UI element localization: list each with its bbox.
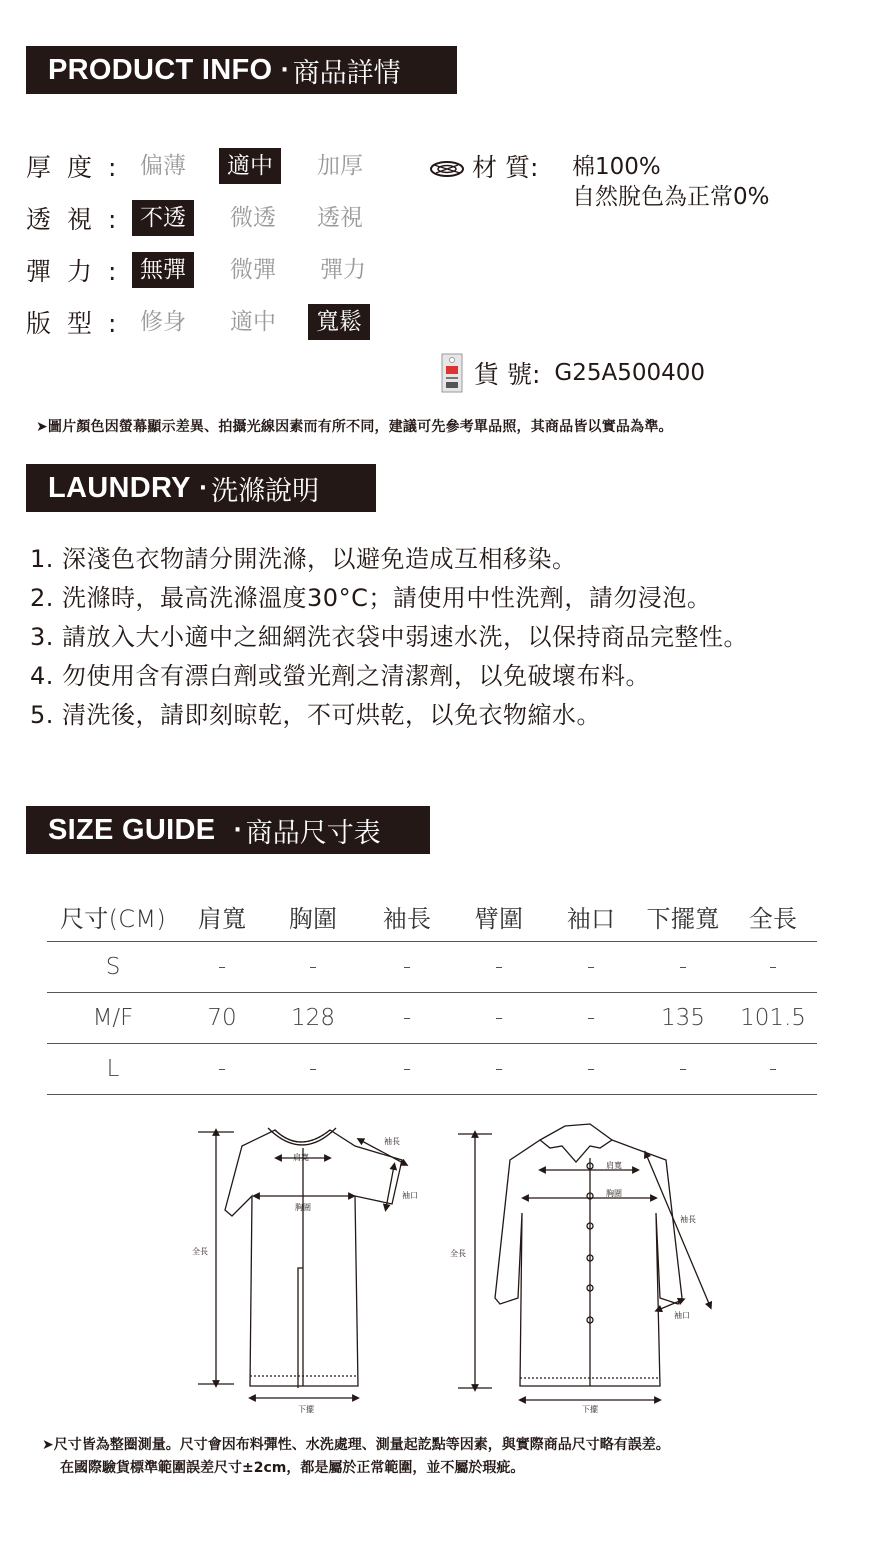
column-header: 袖口 — [545, 893, 637, 941]
table-row: L - - - - - - - — [47, 1043, 817, 1094]
size-table — [47, 893, 817, 1095]
shirt-dress-diagram — [495, 1124, 682, 1386]
laundry-item: 1. 深淺色衣物請分開洗滌，以避免造成互相移染。 — [30, 545, 577, 573]
hem-label: 下擺 — [298, 1405, 314, 1414]
sleeve-length-label: 袖長 — [384, 1137, 400, 1146]
article-number: 貨 號: G25A500400 — [440, 352, 705, 394]
hem-label: 下擺 — [582, 1405, 598, 1414]
column-header: 臂圍 — [453, 893, 545, 941]
laundry-item: 2. 洗滌時，最高洗滌溫度30°C；請使用中性洗劑，請勿浸泡。 — [30, 584, 712, 612]
laundry-header: LAUNDRY · 洗滌說明 — [26, 464, 376, 512]
thread-spool-icon — [428, 157, 466, 181]
total-length-label: 全長 — [192, 1247, 208, 1256]
option-slight-stretch: 微彈 — [230, 257, 276, 283]
garment-measurement-diagram — [180, 1118, 720, 1423]
color-disclaimer: ➤圖片顏色因螢幕顯示差異、拍攝光線因素而有所不同，建議可先參考單品照，其商品皆以實品為準。 — [36, 419, 673, 435]
material-value: 棉100% 自然脫色為正常0% — [572, 154, 770, 210]
column-header: 胸圍 — [265, 893, 361, 941]
shoulder-label: 肩寬 — [293, 1153, 309, 1162]
laundry-list — [30, 540, 748, 735]
attribute-row-thickness: 厚度: 偏薄 適中 加厚 — [26, 146, 130, 186]
option-medium-selected: 適中 — [219, 148, 281, 184]
option-loose-selected: 寬鬆 — [308, 304, 370, 340]
chest-label: 胸圍 — [606, 1189, 622, 1198]
table-row: S - - - - - - - — [47, 941, 817, 992]
cuff-label: 袖口 — [674, 1311, 690, 1320]
tag-icon — [440, 352, 464, 394]
size-footnote: ➤尺寸皆為整圈測量。尺寸會因布料彈性、水洗處理、測量起訖點等因素，與實際商品尺寸略有誤差。 在國際驗貨標準範圍誤差尺寸±2cm，都是屬於正常範圍，並不屬於瑕疵。 — [42, 1437, 670, 1476]
cuff-label: 袖口 — [402, 1191, 418, 1200]
table-row: M/F 70 128 - - - 135 101.5 — [47, 992, 817, 1043]
size-guide-header: SIZE GUIDE · 商品尺寸表 — [26, 806, 430, 854]
option-opaque-selected: 不透 — [132, 200, 194, 236]
attribute-row-elasticity: 彈力: 無彈 微彈 彈力 — [26, 250, 130, 290]
product-info-header: PRODUCT INFO · 商品詳情 — [26, 46, 457, 94]
option-stretch: 彈力 — [320, 257, 366, 283]
column-header: 全長 — [729, 893, 817, 941]
laundry-item: 5. 清洗後，請即刻晾乾，不可烘乾，以免衣物縮水。 — [30, 701, 602, 729]
option-thick: 加厚 — [317, 153, 363, 179]
column-header: 下擺寬 — [637, 893, 729, 941]
material-label-group: 材 質: — [428, 148, 538, 184]
option-sheer: 透視 — [317, 205, 363, 231]
option-slim: 修身 — [140, 309, 186, 335]
option-regular: 適中 — [230, 309, 276, 335]
column-header: 袖長 — [361, 893, 453, 941]
sleeve-length-label: 袖長 — [680, 1215, 696, 1224]
shoulder-label: 肩寬 — [606, 1161, 622, 1170]
attribute-row-transparency: 透視: 不透 微透 透視 — [26, 198, 130, 238]
column-header: 尺寸(CM) — [47, 893, 179, 941]
total-length-label: 全長 — [450, 1249, 466, 1258]
option-thin: 偏薄 — [140, 153, 186, 179]
option-no-stretch-selected: 無彈 — [132, 252, 194, 288]
size-table-header-row — [47, 893, 817, 941]
column-header: 肩寬 — [179, 893, 265, 941]
laundry-item: 3. 請放入大小適中之細網洗衣袋中弱速水洗，以保持商品完整性。 — [30, 623, 749, 651]
attribute-row-fit: 版型: 修身 適中 寬鬆 — [26, 302, 130, 342]
chest-label: 胸圍 — [295, 1203, 311, 1212]
dress-front-diagram — [225, 1128, 402, 1388]
option-slightly-sheer: 微透 — [230, 205, 276, 231]
laundry-item: 4. 勿使用含有漂白劑或螢光劑之清潔劑，以免破壞布料。 — [30, 662, 651, 690]
